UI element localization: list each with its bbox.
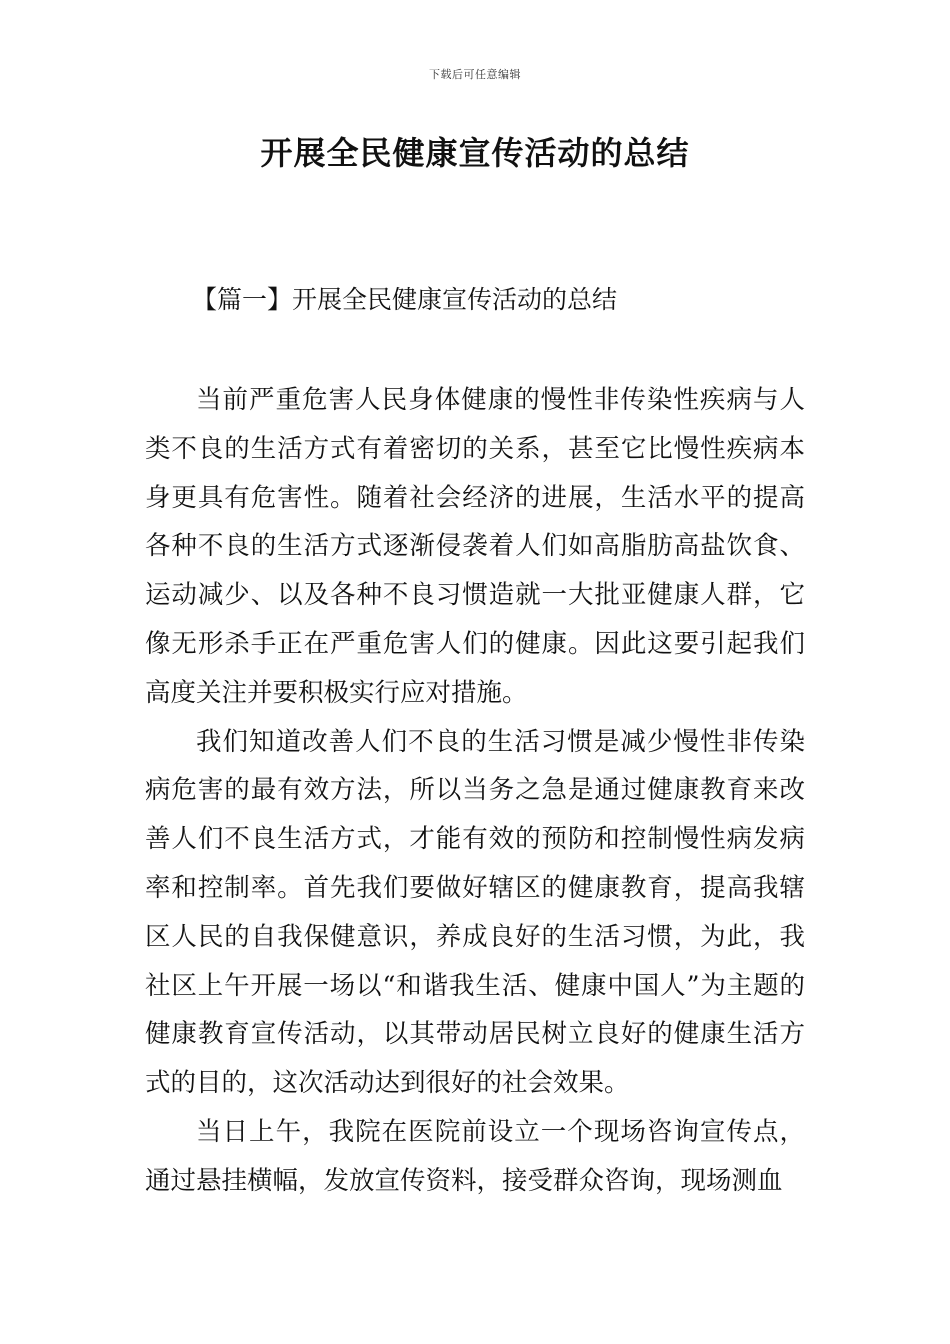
document-title: 开展全民健康宣传活动的总结 — [260, 134, 690, 172]
paragraph-2: 我们知道改善人们不良的生活习惯是减少慢性非传染病危害的最有效方法，所以当务之急是通过健康教育来改善人们不良生活方式，才能有效的预防和控制慢性病发病率和控制率。首先我们要做好辖区的健康教育，提高我辖区人民的自我保健意识，养成良好的生活习惯，为此，我社区上午开展一场以“和谐我生活、健康中国人”为主题的健康教育宣传活动，以其带动居民树立良好的健康生活方式的目的，这次活动达到很好的社会效果。 — [145, 726, 805, 1099]
body-text — [145, 376, 805, 1206]
section-heading: 【篇一】开展全民健康宣传活动的总结 — [192, 285, 618, 314]
paragraph-1: 当前严重危害人民身体健康的慢性非传染性疾病与人类不良的生活方式有着密切的关系，甚至它比慢性疾病本身更具有危害性。随着社会经济的进展，生活水平的提高各种不良的生活方式逐渐侵袭着人们如高脂肪高盐饮食、运动减少、以及各种不良习惯造就一大批亚健康人群，它像无形杀手正在严重危害人们的健康。因此这要引起我们高度关注并要积极实行应对措施。 — [145, 385, 805, 708]
paragraph-3: 当日上午，我院在医院前设立一个现场咨询宣传点，通过悬挂横幅，发放宣传资料，接受群众咨询，现场测血 — [145, 1116, 805, 1196]
header-note: 下载后可任意编辑 — [429, 68, 521, 81]
